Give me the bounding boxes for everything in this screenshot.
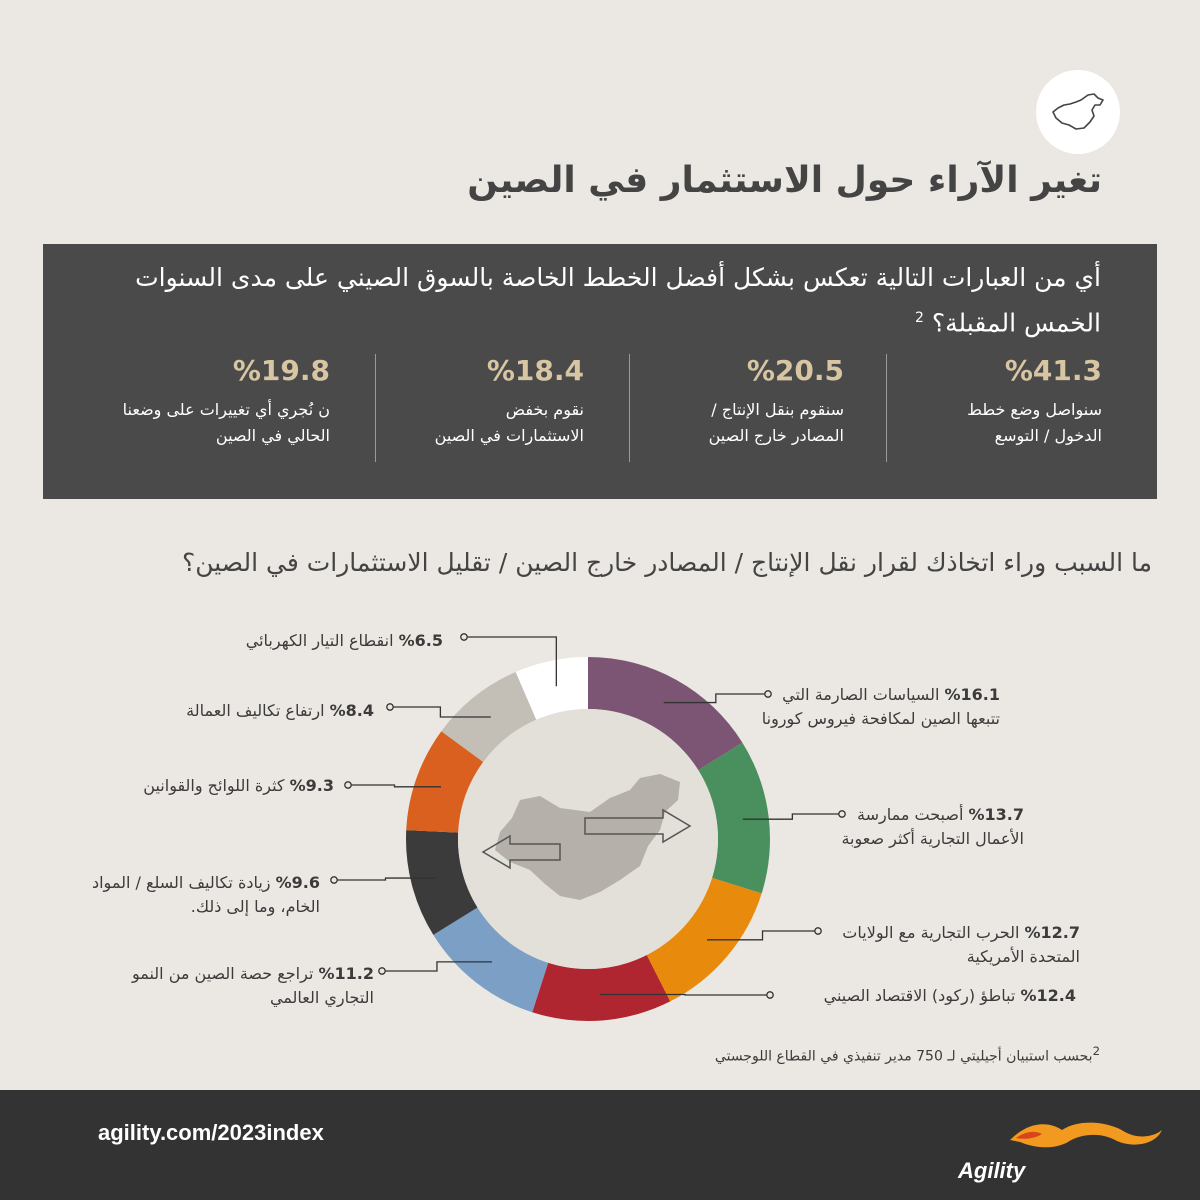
leader-dot [331,877,337,883]
slice-label [740,683,1000,731]
stat-value: %20.5 [746,354,844,387]
footnote-marker: 2 [1092,1044,1100,1058]
page-title: تغير الآراء حول الاستثمار في الصين [467,160,1102,201]
slice-text: انقطاع التيار الكهربائي [245,631,394,650]
slice-label [183,629,443,653]
stat-label-line: الحالي في الصين [215,426,330,445]
slice-label-line [60,871,320,895]
slice-text: تباطؤ (ركود) الاقتصاد الصيني [823,986,1016,1005]
slice-label [60,871,320,919]
footnote-text: بحسب استبيان أجيليتي لـ 750 مدير تنفيذي في القطاع اللوجستي [714,1048,1093,1065]
slice-text: الحرب التجارية مع الولايات [842,923,1020,942]
slice-label-line [756,984,1076,1008]
slice-value: %11.2 [318,964,374,983]
slice-label-line [740,683,1000,707]
slice-label-line [114,962,374,986]
slice-label [756,984,1076,1008]
stat-label-line: المصادر خارج الصين [708,426,844,445]
slice-label-line: التجاري العالمي [269,988,374,1007]
slice-text: زيادة تكاليف السلع / المواد [91,873,271,892]
leader-dot [379,968,385,974]
footnote-marker: 2 [914,310,924,326]
slice-label-line [74,774,334,798]
slice-value: %12.7 [1024,923,1080,942]
slice-text: كثرة اللوائح والقوانين [143,776,285,795]
slice-label-line: الأعمال التجارية أكثر صعوبة [841,829,1024,848]
slice-label-line: الخام، وما إلى ذلك. [190,897,320,916]
brand-name: Agility [958,1158,1026,1183]
slice-text: أصبحت ممارسة [857,805,964,824]
stat-value: %19.8 [232,354,330,387]
slice-text: السياسات الصارمة التي [782,685,940,704]
slice-label-line [183,629,443,653]
panel-question-text: أي من العبارات التالية تعكس بشكل أفضل الخطط الخاصة بالسوق الصيني على مدى السنوات الخمس المقبلة؟ [135,263,1101,338]
slice-label [74,774,334,798]
stat-label-line: ن نُجري أي تغييرات على وضعنا [122,400,330,419]
slice-value: %12.4 [1020,986,1076,1005]
agility-logo-icon [950,1110,1170,1160]
slice-label [114,699,374,723]
slice-value: %8.4 [329,701,374,720]
footer [0,1090,1200,1200]
footer-url-link[interactable]: agility.com/2023index [98,1120,324,1145]
stat-label-line: الدخول / التوسع [994,426,1102,445]
slice-label-line [114,699,374,723]
stat-value: %41.3 [1004,354,1102,387]
slice-value: %13.7 [968,805,1024,824]
slice-label [820,921,1080,969]
leader-dot [345,782,351,788]
slice-label-line: تتبعها الصين لمكافحة فيروس كورونا [761,709,1000,728]
slice-label [774,803,1024,851]
chart-question: ما السبب وراء اتخاذك لقرار نقل الإنتاج / المصادر خارج الصين / تقليل الاستثمارات في الصين؟ [181,548,1152,577]
leader-dot [461,634,467,640]
slice-value: %16.1 [944,685,1000,704]
footnote [715,1044,1100,1065]
leader-dot [387,704,393,710]
slice-label-line: المتحدة الأمريكية [966,947,1080,966]
stat-label-line: نقوم بخفض [505,400,584,419]
stat-label-line: الاستثمارات في الصين [434,426,584,445]
slice-value: %9.6 [275,873,320,892]
slice-label-line [820,921,1080,945]
slice-value: %6.5 [398,631,443,650]
slice-text: تراجع حصة الصين من النمو [131,964,314,983]
slice-value: %9.3 [289,776,334,795]
slice-text: ارتفاع تكاليف العمالة [186,701,325,720]
agility-logo[interactable] [950,1110,1170,1190]
slice-label-line [774,803,1024,827]
stat-label-line: سنقوم بنقل الإنتاج / [711,400,844,419]
slice-label [114,962,374,1010]
stat-value: %18.4 [486,354,584,387]
stat-label-line: سنواصل وضع خطط [967,400,1102,419]
